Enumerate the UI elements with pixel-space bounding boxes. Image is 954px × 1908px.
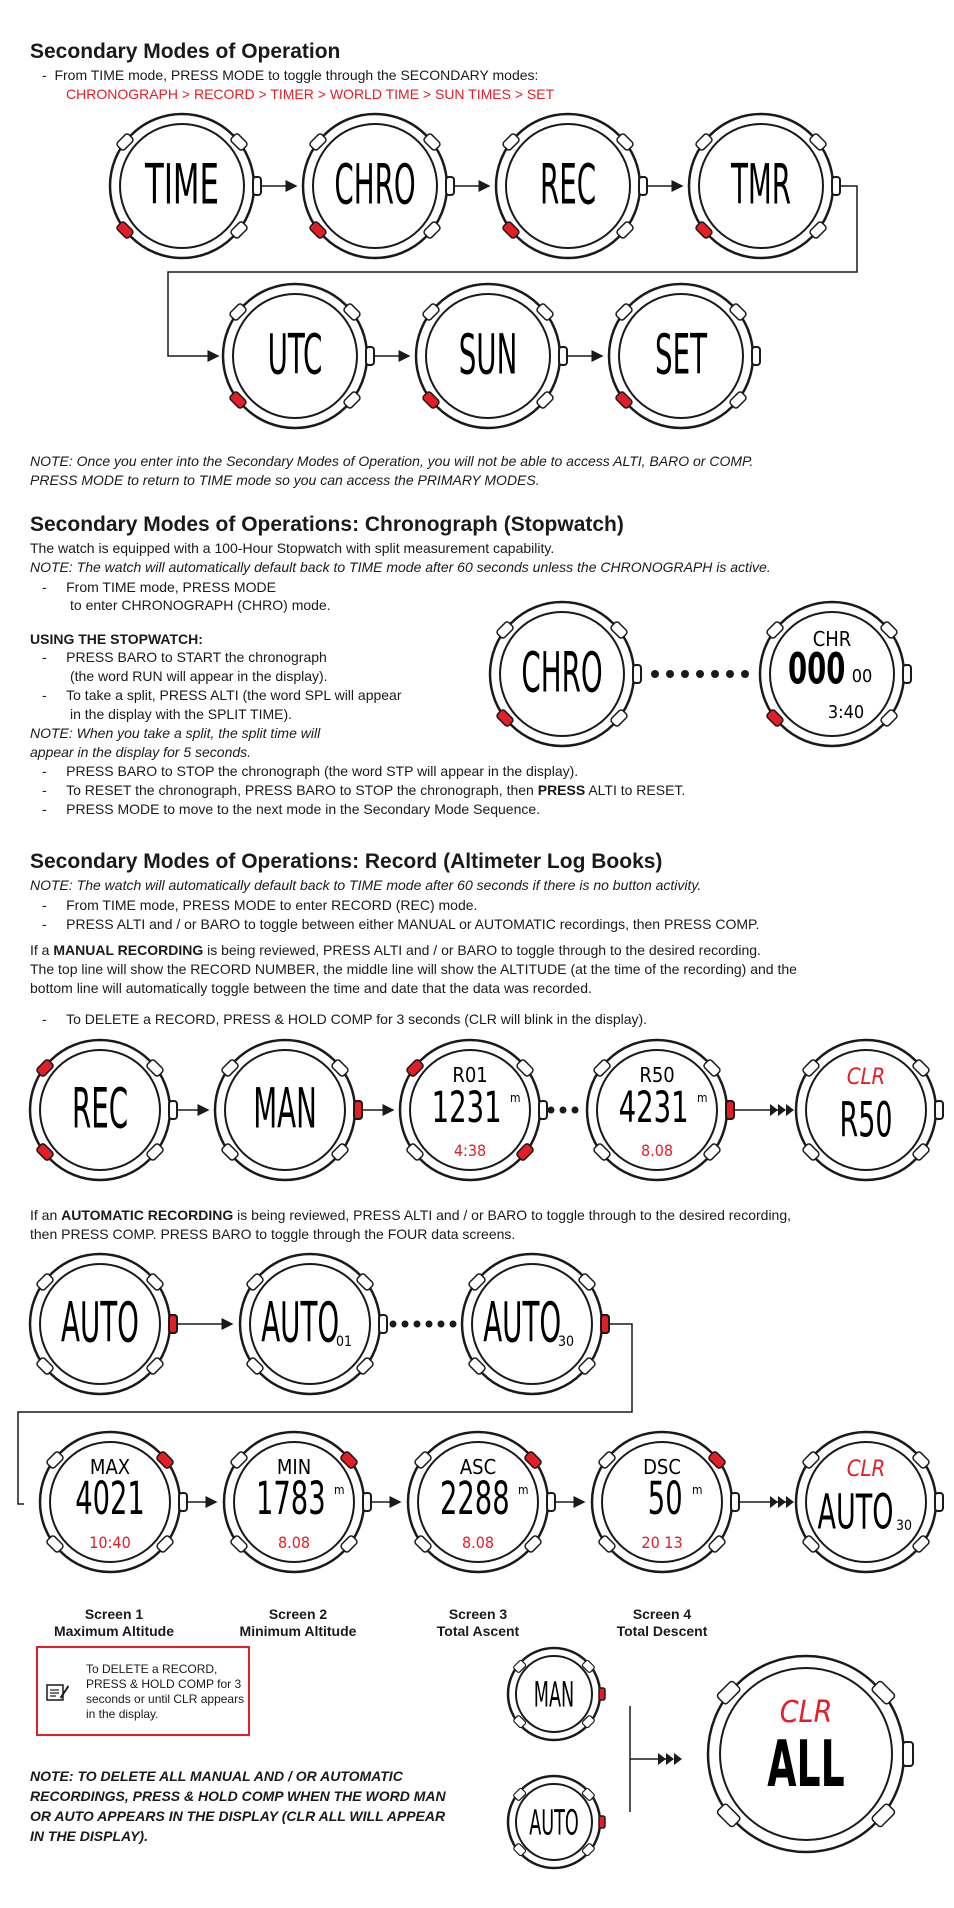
clr-auto-sub: 30 xyxy=(895,1518,913,1534)
watch-record-r50 xyxy=(587,1040,734,1180)
chr-mid-line: 000 xyxy=(787,643,846,694)
clr-all-top: CLR xyxy=(779,1695,833,1730)
chrono-diagram xyxy=(470,596,940,756)
auto-01-sub: 01 xyxy=(335,1334,353,1350)
watch-label-auto: AUTO xyxy=(61,1290,139,1356)
r50-unit: m xyxy=(697,1091,708,1105)
watch-man-small xyxy=(508,1648,605,1740)
delete-record-step: - To DELETE a RECORD, PRESS & HOLD COMP for 3 seconds (CLR will blink in the display). xyxy=(42,1011,648,1027)
section1-note-2: PRESS MODE to return to TIME mode so you can access the PRIMARY MODES. xyxy=(30,472,540,488)
watch-label-sun: SUN xyxy=(458,322,518,388)
watch-chro-mode xyxy=(490,602,641,746)
screen1-mid: 4021 xyxy=(75,1472,145,1526)
watch-tmr xyxy=(689,114,840,258)
screen3-unit: m xyxy=(518,1483,529,1497)
clr-auto-mid: AUTO xyxy=(817,1485,894,1541)
r01-top: R01 xyxy=(452,1063,488,1087)
chr-top-line: CHR xyxy=(812,627,852,651)
chr-mid-small: 00 xyxy=(851,666,873,687)
section2-title: Secondary Modes of Operations: Chronograph (Stopwatch) xyxy=(30,513,624,536)
auto-record-diagram xyxy=(0,1250,954,1580)
watch-auto xyxy=(30,1254,177,1394)
screen3-bottom: 8.08 xyxy=(461,1533,495,1552)
watch-rec xyxy=(496,114,647,258)
r01-mid: 1231 xyxy=(431,1081,502,1133)
clr-top: CLR xyxy=(846,1065,886,1090)
section2-intro: The watch is equipped with a 100-Hour Stopwatch with split measurement capability. xyxy=(30,540,555,556)
mode-sequence-diagram xyxy=(0,110,954,440)
auto-recording-l1: If an AUTOMATIC RECORDING is being reviewed, PRESS ALTI and / or BARO to toggle through to the desired recording, xyxy=(30,1207,792,1223)
r50-bottom: 8.08 xyxy=(640,1141,674,1160)
watch-chr-display xyxy=(760,602,911,746)
watch-chro xyxy=(303,114,454,258)
caption-screen-1: Screen 1 Maximum Altitude xyxy=(53,1606,175,1639)
bracket-connector xyxy=(630,1706,682,1812)
stopwatch-bullet-1: - PRESS BARO to START the chronograph xyxy=(42,649,327,665)
delete-all-diagram xyxy=(500,1616,940,1876)
watch-label-chro: CHRO xyxy=(334,152,416,218)
watch-auto-30 xyxy=(462,1254,609,1394)
caption-screen-2: Screen 2 Minimum Altitude xyxy=(239,1606,357,1639)
watch-clr-auto xyxy=(796,1432,943,1572)
section3-title: Secondary Modes of Operations: Record (Altimeter Log Books) xyxy=(30,850,663,873)
watch-label-auto-01: AUTO xyxy=(261,1290,340,1356)
watch-label-chro-mode: CHRO xyxy=(521,640,603,706)
clr-mid: R50 xyxy=(839,1093,893,1149)
section1-sequence: CHRONOGRAPH > RECORD > TIMER > WORLD TIME > SUN TIMES > SET xyxy=(66,86,555,102)
dotted-connector xyxy=(390,1321,457,1328)
triple-arrow xyxy=(740,1496,794,1508)
screen4-mid: 50 xyxy=(647,1472,683,1526)
screen2-unit: m xyxy=(334,1483,345,1497)
watch-record-r01 xyxy=(400,1040,547,1180)
record-step-1: - From TIME mode, PRESS MODE to enter RECORD (REC) mode. xyxy=(42,897,478,913)
chro-step-1b: to enter CHRONOGRAPH (CHRO) mode. xyxy=(70,597,331,613)
manual-record-diagram xyxy=(0,1032,954,1192)
split-note-2: appear in the display for 5 seconds. xyxy=(30,744,252,760)
r50-top: R50 xyxy=(639,1063,675,1087)
stopwatch-bullet-1b: (the word RUN will appear in the display). xyxy=(70,668,328,684)
note-pad-icon xyxy=(46,1682,70,1702)
r50-mid: 4231 xyxy=(618,1081,689,1133)
watch-rec-mode xyxy=(30,1040,177,1180)
r01-unit: m xyxy=(510,1091,521,1105)
watch-utc xyxy=(223,284,374,428)
watch-label-tmr: TMR xyxy=(730,152,792,218)
watch-label-rec: REC xyxy=(539,152,597,218)
watch-sun xyxy=(416,284,567,428)
watch-label-auto-30: AUTO xyxy=(483,1290,562,1356)
stopwatch-bullet-5: - PRESS MODE to move to the next mode in the Secondary Mode Sequence. xyxy=(42,801,541,817)
using-stopwatch-heading: USING THE STOPWATCH: xyxy=(30,631,203,647)
dotted-connector xyxy=(548,1107,579,1114)
watch-auto-01 xyxy=(240,1254,387,1394)
watch-screen-2 xyxy=(224,1432,371,1572)
triple-arrow xyxy=(735,1104,794,1116)
screen1-top: MAX xyxy=(89,1455,131,1479)
watch-set xyxy=(609,284,760,428)
watch-auto-small xyxy=(508,1776,605,1868)
watch-label-rec-mode: REC xyxy=(71,1076,129,1142)
manual-recording-l3: bottom line will automatically toggle between the time and date that the data was recorded. xyxy=(30,980,592,996)
manual-recording-l1: If a MANUAL RECORDING is being reviewed, PRESS ALTI and / or BARO to toggle through to the desired recording. xyxy=(30,942,761,958)
section1-title: Secondary Modes of Operation xyxy=(30,40,341,63)
section1-note-1: NOTE: Once you enter into the Secondary Modes of Operation, you will not be able to access ALTI, BARO or COMP. xyxy=(30,453,754,469)
clr-auto-top: CLR xyxy=(846,1457,886,1482)
screen3-top: ASC xyxy=(459,1455,497,1479)
watch-screen-3 xyxy=(408,1432,555,1572)
stopwatch-bullet-2b: in the display with the SPLIT TIME). xyxy=(70,706,293,722)
screen4-top: DSC xyxy=(643,1455,681,1479)
r01-bottom: 4:38 xyxy=(453,1141,487,1160)
stopwatch-bullet-3: - PRESS BARO to STOP the chronograph (the word STP will appear in the display). xyxy=(42,763,579,779)
dotted-connector xyxy=(651,670,749,678)
chro-step-1: - From TIME mode, PRESS MODE xyxy=(42,579,276,595)
clr-all-mid: ALL xyxy=(767,1726,845,1802)
manual-recording-l2: The top line will show the RECORD NUMBER, the middle line will show the ALTITUDE (at the time of the recording) and the xyxy=(30,961,797,977)
stopwatch-bullet-2: - To take a split, PRESS ALTI (the word SPL will appear xyxy=(42,687,402,703)
record-step-2: - PRESS ALTI and / or BARO to toggle between either MANUAL or AUTOMATIC recordings, then PRESS COMP. xyxy=(42,916,760,932)
chr-bottom-line: 3:40 xyxy=(827,702,865,723)
screen2-top: MIN xyxy=(276,1455,312,1479)
auto-recording-l2: then PRESS COMP. PRESS BARO to toggle through the FOUR data screens. xyxy=(30,1226,516,1242)
watch-screen-4 xyxy=(592,1432,739,1572)
watch-label-man: MAN xyxy=(253,1076,317,1142)
delete-record-note-text: To DELETE a RECORD, PRESS & HOLD COMP for 3 seconds or until CLR appears in the display. xyxy=(86,1662,245,1721)
delete-all-note: NOTE: TO DELETE ALL MANUAL AND / OR AUTOMATIC RECORDINGS, PRESS & HOLD COMP WHEN THE WORD MAN OR AUTO APPEARS IN THE DISPLAY (CLR ALL WILL APPEAR IN THE DISPLAY). xyxy=(30,1768,446,1844)
watch-label-time: TIME xyxy=(145,152,219,218)
delete-record-note-box xyxy=(36,1646,250,1736)
stopwatch-bullet-4: - To RESET the chronograph, PRESS BARO to STOP the chronograph, then PRESS ALTI to RESET. xyxy=(42,782,686,798)
watch-time xyxy=(110,114,261,258)
watch-label-man-small: MAN xyxy=(533,1674,575,1716)
section2-note: NOTE: The watch will automatically default back to TIME mode after 60 seconds unless the CHRONOGRAPH is active. xyxy=(30,559,771,575)
screen1-bottom: 10:40 xyxy=(89,1533,131,1552)
watch-clr-all xyxy=(708,1656,913,1852)
watch-label-utc: UTC xyxy=(267,322,323,388)
section1-line1: - From TIME mode, PRESS MODE to toggle through the SECONDARY modes: xyxy=(42,67,539,83)
auto-30-sub: 30 xyxy=(557,1334,575,1350)
watch-man xyxy=(215,1040,362,1180)
caption-screen-3: Screen 3 Total Ascent xyxy=(436,1606,520,1639)
split-note-1: NOTE: When you take a split, the split time will xyxy=(30,725,321,741)
caption-screen-4: Screen 4 Total Descent xyxy=(616,1606,708,1639)
watch-clr-r50 xyxy=(796,1040,943,1180)
screen2-bottom: 8.08 xyxy=(277,1533,311,1552)
screen2-mid: 1783 xyxy=(256,1472,326,1526)
watch-label-auto-small: AUTO xyxy=(529,1802,579,1844)
screen3-mid: 2288 xyxy=(440,1472,510,1526)
watch-screen-1 xyxy=(40,1432,187,1572)
screen4-bottom: 20 13 xyxy=(641,1533,683,1552)
watch-label-set: SET xyxy=(654,322,708,388)
screen4-unit: m xyxy=(692,1483,703,1497)
section3-note: NOTE: The watch will automatically default back to TIME mode after 60 seconds if there is no button activity. xyxy=(30,877,702,893)
